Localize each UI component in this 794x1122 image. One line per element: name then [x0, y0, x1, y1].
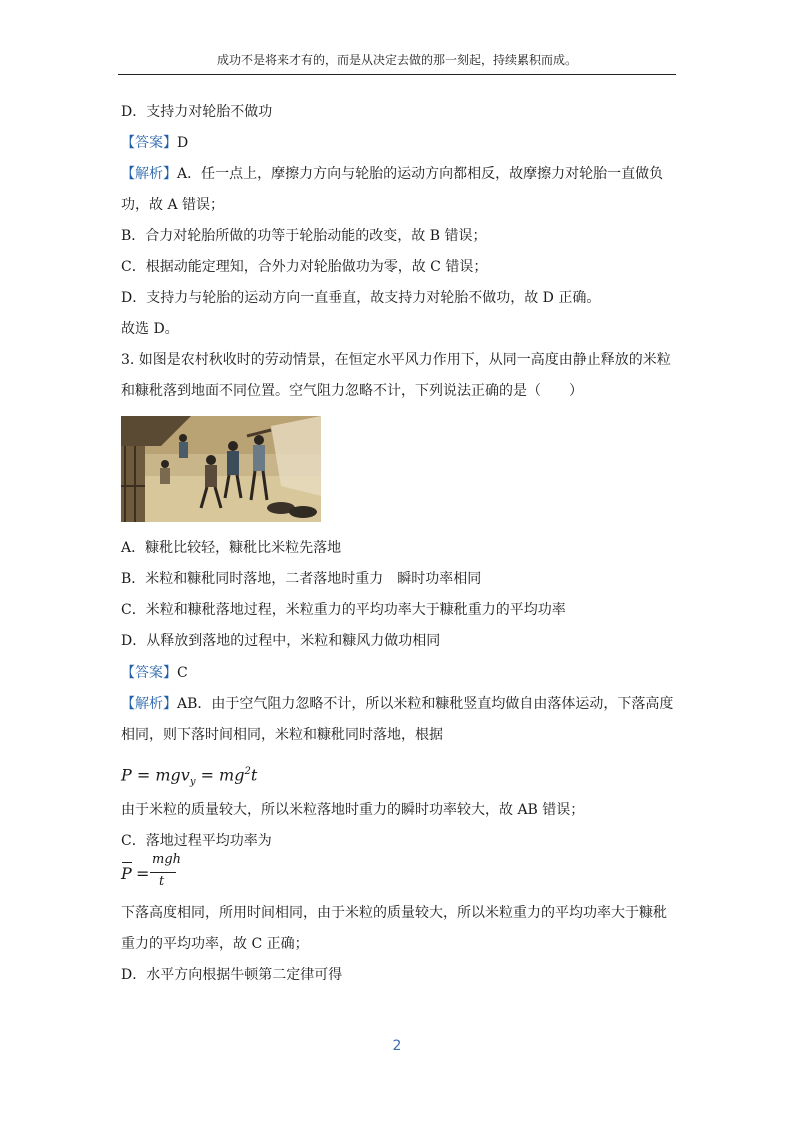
formula-sup: 2 — [244, 766, 251, 777]
q3-option-b: B．米粒和糠秕同时落地，二者落地时重力 瞬时功率相同 — [121, 571, 482, 587]
answer-tag: 【答案】 — [121, 135, 177, 151]
q3-answer-line — [121, 663, 188, 683]
power-formula — [121, 762, 257, 793]
q2-analysis-b: B．合力对轮胎所做的功等于轮胎动能的改变，故 B 错误； — [121, 228, 487, 244]
q3-stem-line-1: 3. 如图是农村秋收时的劳动情景，在恒定水平风力作用下，从同一高度由静止释放的米粒 — [121, 352, 671, 368]
q3-analysis-c-intro: C．落地过程平均功率为 — [121, 833, 272, 849]
q3-after-formula-1: 由于米粒的质量较大，所以米粒落地时重力的瞬时功率较大，故 AB 错误； — [121, 802, 585, 818]
q2-analysis-d: D．支持力与轮胎的运动方向一直垂直，故支持力对轮胎不做功，故 D 正确。 — [121, 290, 601, 306]
q3-option-a: A．糠秕比较轻，糠秕比米粒先落地 — [121, 540, 342, 556]
analysis-tag: 【解析】 — [121, 696, 177, 712]
average-bar — [122, 862, 132, 863]
q3-analysis-ab-line-2: 相同，则下落时间相同，米粒和糠秕同时落地，根据 — [121, 727, 443, 743]
q2-conclusion: 故选 D。 — [121, 321, 179, 337]
q3-analysis-d: D．水平方向根据牛顿第二定律可得 — [121, 967, 343, 983]
q3-answer-value: C — [177, 665, 188, 681]
formula-eq1: = mgv — [136, 765, 190, 785]
q2-option-d: D．支持力对轮胎不做功 — [121, 104, 273, 120]
q3-analysis-c-line-2: 重力的平均功率，故 C 正确； — [121, 936, 309, 952]
q3-analysis-ab-line-1 — [121, 694, 673, 714]
formula-tail: t — [250, 765, 258, 785]
q3-analysis-c-line-1: 下落高度相同，所用时间相同，由于米粒的质量较大，所以米粒重力的平均功率大于糠秕 — [121, 905, 667, 921]
formula-sub: y — [189, 776, 196, 788]
frac-lhs: P — [121, 864, 132, 883]
q2-analysis-c: C．根据动能定理知，合外力对轮胎做功为零，故 C 错误； — [121, 259, 488, 275]
q3-analysis-ab-text: AB．由于空气阻力忽略不计，所以米粒和糠秕竖直均做自由落体运动，下落高度 — [177, 696, 674, 712]
formula-lhs: P — [121, 765, 132, 785]
q2-analysis-a-text: A．任一点上，摩擦力方向与轮胎的运动方向都相反，故摩擦力对轮胎一直做负 — [177, 166, 664, 182]
header-rule — [118, 74, 676, 75]
fraction-bar — [150, 872, 176, 873]
page-number: 2 — [392, 1038, 402, 1054]
frac-denominator: t — [159, 874, 165, 889]
q3-option-d: D．从释放到落地的过程中，米粒和糠风力做功相同 — [121, 633, 441, 649]
q3-option-c: C．米粒和糠秕落地过程，米粒重力的平均功率大于糠秕重力的平均功率 — [121, 602, 566, 618]
q2-analysis-a-line-1 — [121, 164, 663, 184]
analysis-tag: 【解析】 — [121, 166, 177, 182]
q2-answer-value: D — [177, 135, 189, 151]
harvest-painting-image — [121, 416, 321, 522]
formula-eq2: = mg — [200, 765, 245, 785]
frac-numerator: mgh — [152, 852, 182, 867]
answer-tag: 【答案】 — [121, 665, 177, 681]
q3-stem-line-2: 和糠秕落到地面不同位置。空气阻力忽略不计，下列说法正确的是（ ） — [121, 383, 583, 399]
harvest-painting-graphic — [121, 416, 321, 522]
q2-answer-line — [121, 133, 188, 153]
q2-analysis-a-line-2: 功，故 A 错误； — [121, 197, 225, 213]
header-motto: 成功不是将来才有的，而是从决定去做的那一刻起，持续累积而成。 — [216, 53, 577, 67]
frac-eq: = — [136, 864, 150, 883]
